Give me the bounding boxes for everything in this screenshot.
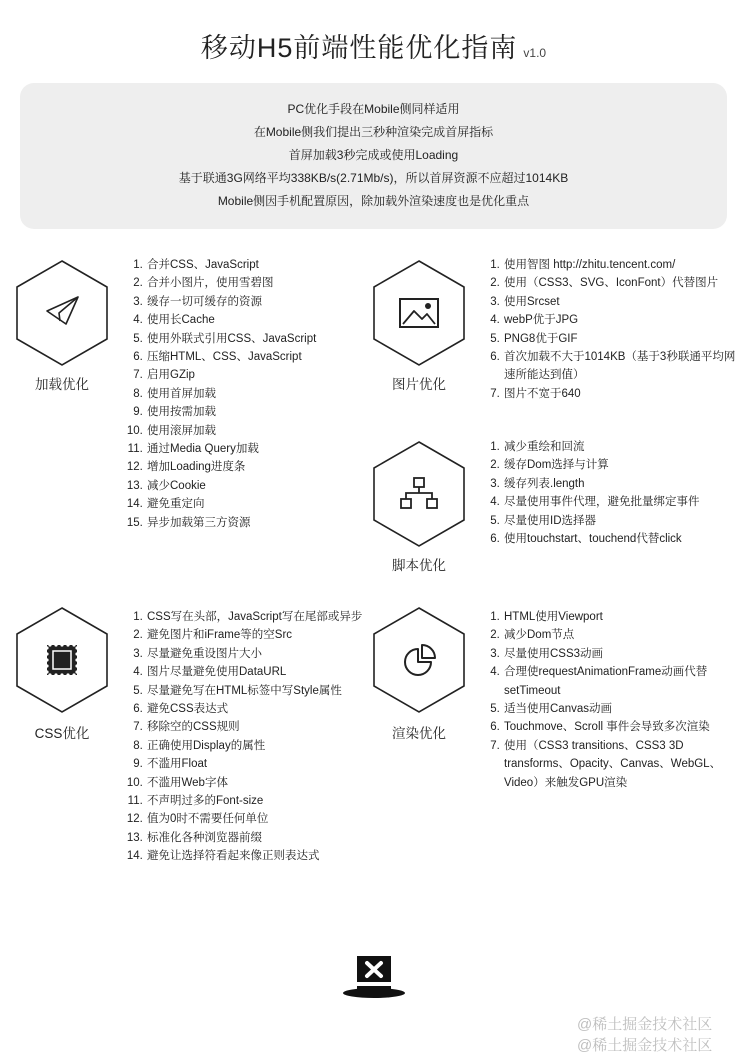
section-label-render: 渲染优化 bbox=[392, 726, 446, 741]
list-item: 12. 增加Loading进度条 bbox=[146, 458, 371, 476]
list-item: 3. 尽量使用CSS3动画 bbox=[503, 645, 738, 663]
list-item: 6. 避免CSS表达式 bbox=[146, 700, 386, 718]
title-row bbox=[0, 26, 747, 65]
list-item: 7. 移除空的CSS规则 bbox=[146, 718, 386, 736]
list-item: 3. 尽量避免重设图片大小 bbox=[146, 645, 386, 663]
top-hat-x-icon bbox=[343, 953, 405, 999]
hexagon-script bbox=[372, 440, 466, 548]
summary-list bbox=[20, 83, 727, 213]
summary-line: 基于联通3G网络平均338KB/s(2.71Mb/s)，所以首屏资源不应超过1014KB bbox=[178, 171, 569, 185]
page-title: 移动H5前端性能优化指南 bbox=[200, 33, 518, 63]
list-item: 6. 压缩HTML、CSS、JavaScript bbox=[146, 348, 371, 366]
watermark: @稀土掘金技术社区 bbox=[577, 1016, 713, 1033]
list-item: 5. 适当使用Canvas动画 bbox=[503, 700, 738, 718]
watermark-duplicate: @稀土掘金技术社区 bbox=[577, 1037, 713, 1054]
version-label: v1.0 bbox=[523, 46, 547, 60]
list-item: 3. 缓存列表.length bbox=[503, 475, 743, 493]
list-item: 7. 启用GZip bbox=[146, 366, 371, 384]
list-item: 5. 尽量避免写在HTML标签中写Style属性 bbox=[146, 682, 386, 700]
section-label-image: 图片优化 bbox=[392, 377, 446, 392]
summary-line: 在Mobile侧我们提出三秒种渲染完成首屏指标 bbox=[253, 125, 494, 139]
picture-icon bbox=[400, 299, 438, 327]
list-item: 11. 不声明过多的Font-size bbox=[146, 792, 386, 810]
list-item: 4. 尽量使用事件代理，避免批量绑定事件 bbox=[503, 493, 743, 511]
list-item: 1. HTML使用Viewport bbox=[503, 608, 738, 626]
list-item: 6. 首次加载不大于1014KB（基于3秒联通平均网速所能达到值） bbox=[503, 348, 743, 385]
list-item: 5. PNG8优于GIF bbox=[503, 330, 743, 348]
hexagon-css bbox=[15, 606, 109, 714]
list-item: 7. 图片不宽于640 bbox=[503, 385, 743, 403]
list-item: 6. Touchmove、Scroll 事件会导致多次渲染 bbox=[503, 718, 738, 736]
list-item: 11. 通过Media Query加载 bbox=[146, 440, 371, 458]
list-item: 9. 使用按需加载 bbox=[146, 403, 371, 421]
list-item: 4. 使用长Cache bbox=[146, 311, 371, 329]
list-item: 8. 正确使用Display的属性 bbox=[146, 737, 386, 755]
list-item: 6. 使用touchstart、touchend代替click bbox=[503, 530, 743, 548]
section-label-css: CSS优化 bbox=[34, 726, 90, 741]
list-css bbox=[126, 608, 386, 866]
list-script bbox=[483, 438, 743, 548]
list-item: 4. 图片尽量避免使用DataURL bbox=[146, 663, 386, 681]
list-item: 4. webP优于JPG bbox=[503, 311, 743, 329]
list-item: 10. 不滥用Web字体 bbox=[146, 774, 386, 792]
list-item: 8. 使用首屏加载 bbox=[146, 385, 371, 403]
list-item: 9. 不滥用Float bbox=[146, 755, 386, 773]
list-item: 13. 减少Cookie bbox=[146, 477, 371, 495]
summary-line: PC优化手段在Mobile侧同样适用 bbox=[287, 102, 460, 116]
list-item: 14. 避免重定向 bbox=[146, 495, 371, 513]
stamp-frame-icon bbox=[45, 643, 78, 676]
list-item: 2. 避免图片和iFrame等的空Src bbox=[146, 626, 386, 644]
summary-line: Mobile侧因手机配置原因，除加载外渲染速度也是优化重点 bbox=[217, 194, 530, 208]
sitemap-icon bbox=[401, 478, 437, 508]
section-label-loading: 加载优化 bbox=[35, 377, 89, 392]
list-loading bbox=[126, 256, 371, 532]
list-item: 5. 尽量使用ID选择器 bbox=[503, 512, 743, 530]
list-item: 1. 合并CSS、JavaScript bbox=[146, 256, 371, 274]
list-item: 3. 缓存一切可缓存的资源 bbox=[146, 293, 371, 311]
list-image bbox=[483, 256, 743, 403]
list-item: 2. 合并小图片，使用雪碧图 bbox=[146, 274, 371, 292]
list-item: 4. 合理使requestAnimationFrame动画代替setTimeout bbox=[503, 663, 738, 700]
list-item: 2. 使用（CSS3、SVG、IconFont）代替图片 bbox=[503, 274, 743, 292]
list-item: 1. 使用智图 http://zhitu.tencent.com/ bbox=[503, 256, 743, 274]
paper-plane-icon bbox=[47, 297, 78, 324]
list-item: 1. 减少重绘和回流 bbox=[503, 438, 743, 456]
list-item: 10. 使用滚屏加载 bbox=[146, 422, 371, 440]
list-item: 3. 使用Srcset bbox=[503, 293, 743, 311]
hexagon-loading bbox=[15, 259, 109, 367]
summary-box bbox=[20, 83, 727, 229]
list-item: 7. 使用（CSS3 transitions、CSS3 3D transforms、Opacity、Canvas、WebGL、Video）来触发GPU渲染 bbox=[503, 737, 738, 792]
list-render bbox=[483, 608, 738, 792]
list-item: 13. 标准化各种浏览器前缀 bbox=[146, 829, 386, 847]
list-item: 2. 缓存Dom选择与计算 bbox=[503, 456, 743, 474]
hexagon-image bbox=[372, 259, 466, 367]
list-item: 12. 值为0时不需要任何单位 bbox=[146, 810, 386, 828]
pie-chart-icon bbox=[405, 645, 435, 675]
section-label-script: 脚本优化 bbox=[392, 558, 446, 573]
summary-line: 首屏加载3秒完成或使用Loading bbox=[288, 148, 459, 162]
list-item: 5. 使用外联式引用CSS、JavaScript bbox=[146, 330, 371, 348]
list-item: 2. 减少Dom节点 bbox=[503, 626, 738, 644]
list-item: 15. 异步加载第三方资源 bbox=[146, 514, 371, 532]
hexagon-render bbox=[372, 606, 466, 714]
list-item: 14. 避免让选择符看起来像正则表达式 bbox=[146, 847, 386, 865]
list-item: 1. CSS写在头部，JavaScript写在尾部或异步 bbox=[146, 608, 386, 626]
